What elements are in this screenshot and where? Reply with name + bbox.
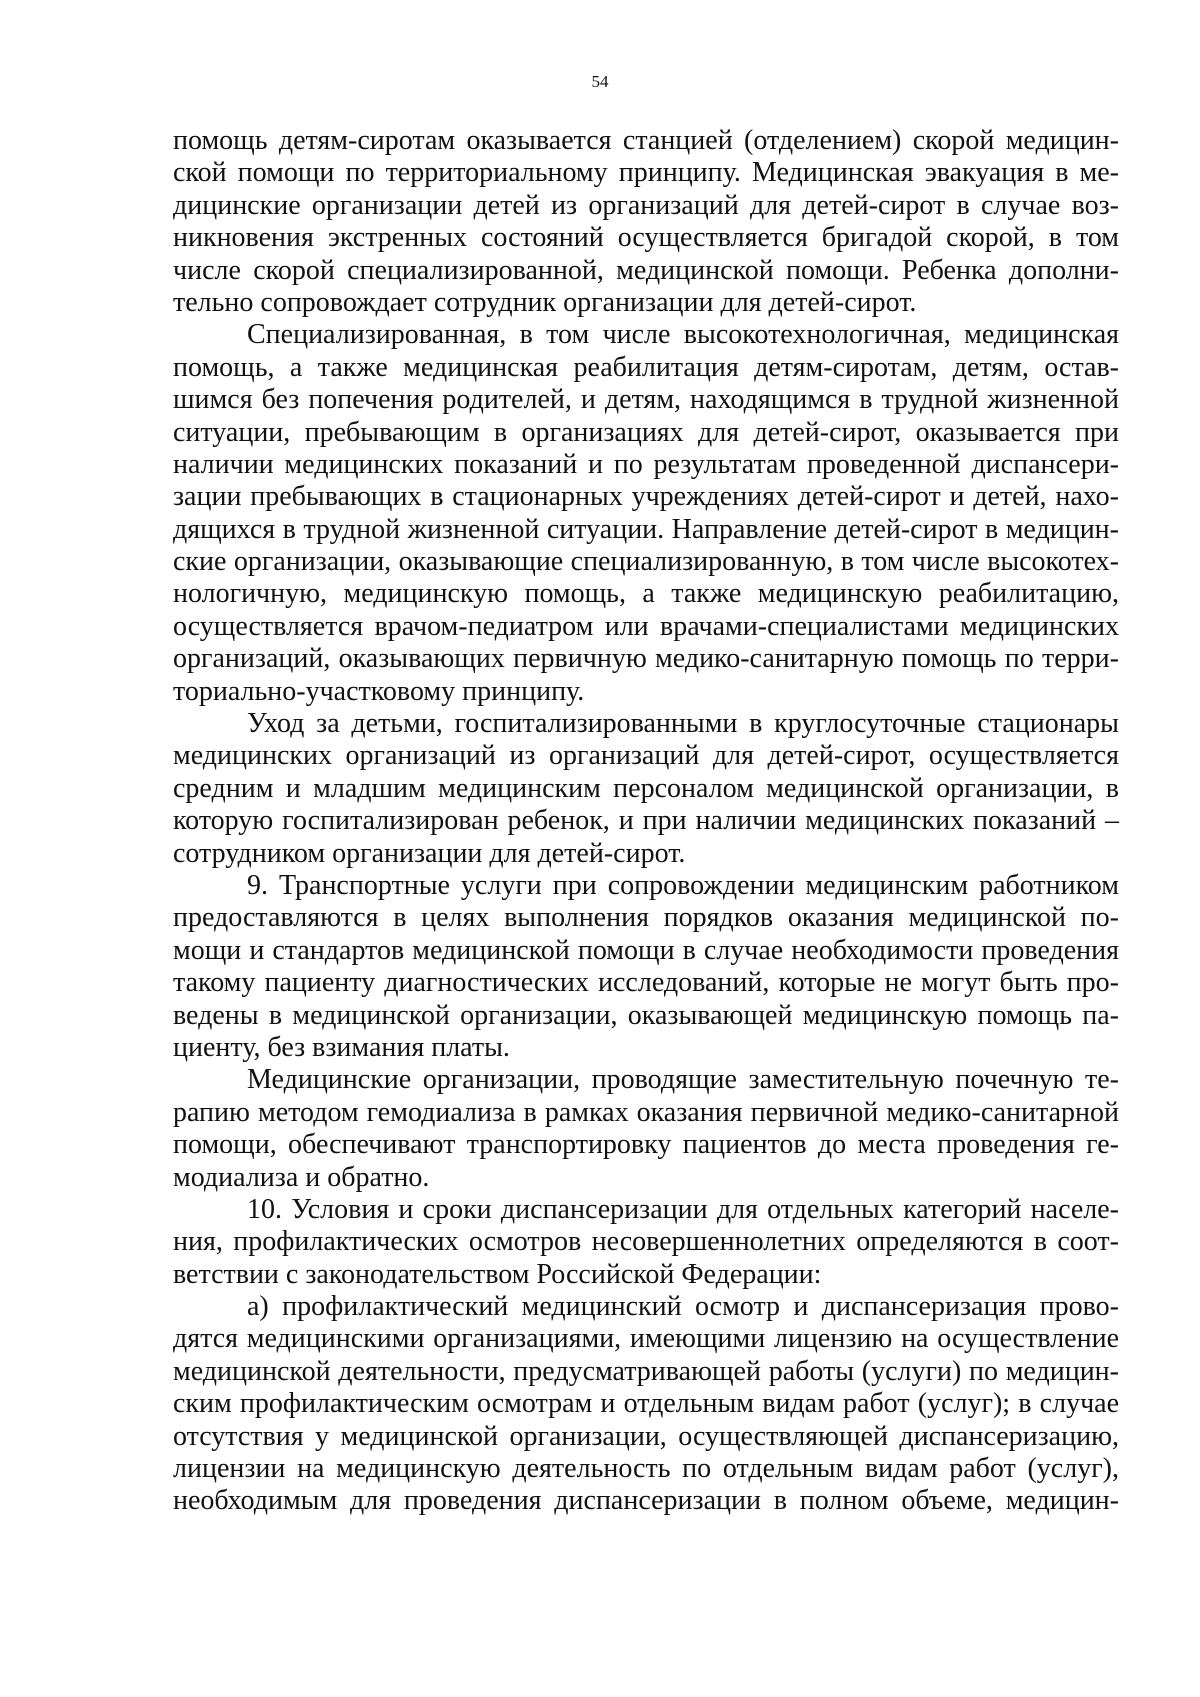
- text-line: помощи, обеспечивают транспортировку пациентов до места проведения ге-: [173, 1129, 1119, 1161]
- text-line: ской помощи по территориальному принципу. Медицинская эвакуация в ме-: [173, 157, 1119, 189]
- text-line: помощь детям-сиротам оказывается станцией (отделением) скорой медицин-: [173, 125, 1119, 156]
- text-line: ситуации, пребывающим в организациях для детей-сирот, оказывается при: [173, 416, 1119, 448]
- text-line: ским профилактическим осмотрам и отдельным видам работ (услуг); в случае: [173, 1388, 1119, 1420]
- text-line: числе скорой специализированной, медицинской помощи. Ребенка дополни-: [173, 254, 1119, 286]
- text-line: дятся медицинскими организациями, имеющими лицензию на осуществление: [173, 1323, 1119, 1355]
- text-line: предоставляются в целях выполнения порядков оказания медицинской по-: [173, 902, 1119, 934]
- text-line: лицензии на медицинскую деятельность по отдельным видам работ (услуг),: [173, 1453, 1119, 1485]
- text-line: дящихся в трудной жизненной ситуации. Направление детей-сирот в медицин-: [173, 513, 1119, 545]
- text-line: осуществляется врачом-педиатром или врачами-специалистами медицинских: [173, 610, 1119, 642]
- text-line: 10. Условия и сроки диспансеризации для отдельных категорий населе-: [247, 1193, 1119, 1225]
- text-line: такому пациенту диагностических исследований, которые не могут быть про-: [173, 967, 1119, 999]
- text-line: дицинские организации детей из организаций для детей-сирот в случае воз-: [173, 189, 1119, 221]
- text-line: зации пребывающих в стационарных учреждениях детей-сирот и детей, нахо-: [173, 481, 1119, 513]
- text-line: Специализированная, в том числе высокотехнологичная, медицинская: [247, 319, 1119, 351]
- body-text: [173, 125, 1119, 1518]
- text-line: 9. Транспортные услуги при сопровождении медицинским работником: [247, 869, 1119, 901]
- text-line: медицинской деятельности, предусматривающей работы (услуги) по медицин-: [173, 1355, 1119, 1387]
- text-line: организаций, оказывающих первичную медико-санитарную помощь по терри-: [173, 643, 1119, 675]
- text-line: Медицинские организации, проводящие заместительную почечную те-: [247, 1064, 1119, 1096]
- text-line: нологичную, медицинскую помощь, а также медицинскую реабилитацию,: [173, 578, 1119, 610]
- text-line: наличии медицинских показаний и по результатам проведенной диспансери-: [173, 448, 1119, 480]
- text-line: медицинских организаций из организаций для детей-сирот, осуществляется: [173, 740, 1119, 772]
- text-line: циенту, без взимания платы.: [173, 1031, 510, 1063]
- text-line: необходимым для проведения диспансеризации в полном объеме, медицин-: [173, 1485, 1119, 1517]
- text-line: помощь, а также медицинская реабилитация детям-сиротам, детям, остав-: [173, 351, 1119, 383]
- text-line: которую госпитализирован ребенок, и при наличии медицинских показаний –: [173, 805, 1119, 837]
- text-line: ния, профилактических осмотров несовершеннолетних определяются в соот-: [173, 1226, 1119, 1258]
- text-line: сотрудником организации для детей-сирот.: [173, 837, 686, 869]
- text-line: средним и младшим медицинским персоналом медицинской организации, в: [173, 772, 1119, 804]
- text-line: мощи и стандартов медицинской помощи в случае необходимости проведения: [173, 934, 1119, 966]
- text-line: никновения экстренных состояний осуществляется бригадой скорой, в том: [173, 222, 1119, 254]
- text-line: модиализа и обратно.: [173, 1161, 430, 1193]
- text-line: а) профилактический медицинский осмотр и диспансеризация прово-: [247, 1291, 1119, 1323]
- text-line: тельно сопровождает сотрудник организации для детей-сирот.: [173, 286, 917, 318]
- text-line: отсутствия у медицинской организации, осуществляющей диспансеризацию,: [173, 1420, 1119, 1452]
- text-line: ведены в медицинской организации, оказывающей медицинскую помощь па-: [173, 999, 1119, 1031]
- text-line: ветствии с законодательством Российской Федерации:: [173, 1258, 822, 1290]
- text-line: ториально-участковому принципу.: [173, 675, 585, 707]
- text-line: шимся без попечения родителей, и детям, находящимся в трудной жизненной: [173, 384, 1119, 416]
- text-line: рапию методом гемодиализа в рамках оказания первичной медико-санитарной: [173, 1096, 1119, 1128]
- text-line: Уход за детьми, госпитализированными в круглосуточные стационары: [247, 708, 1119, 740]
- text-line: ские организации, оказывающие специализированную, в том числе высокотех-: [173, 546, 1119, 578]
- page-number: 54: [591, 72, 609, 91]
